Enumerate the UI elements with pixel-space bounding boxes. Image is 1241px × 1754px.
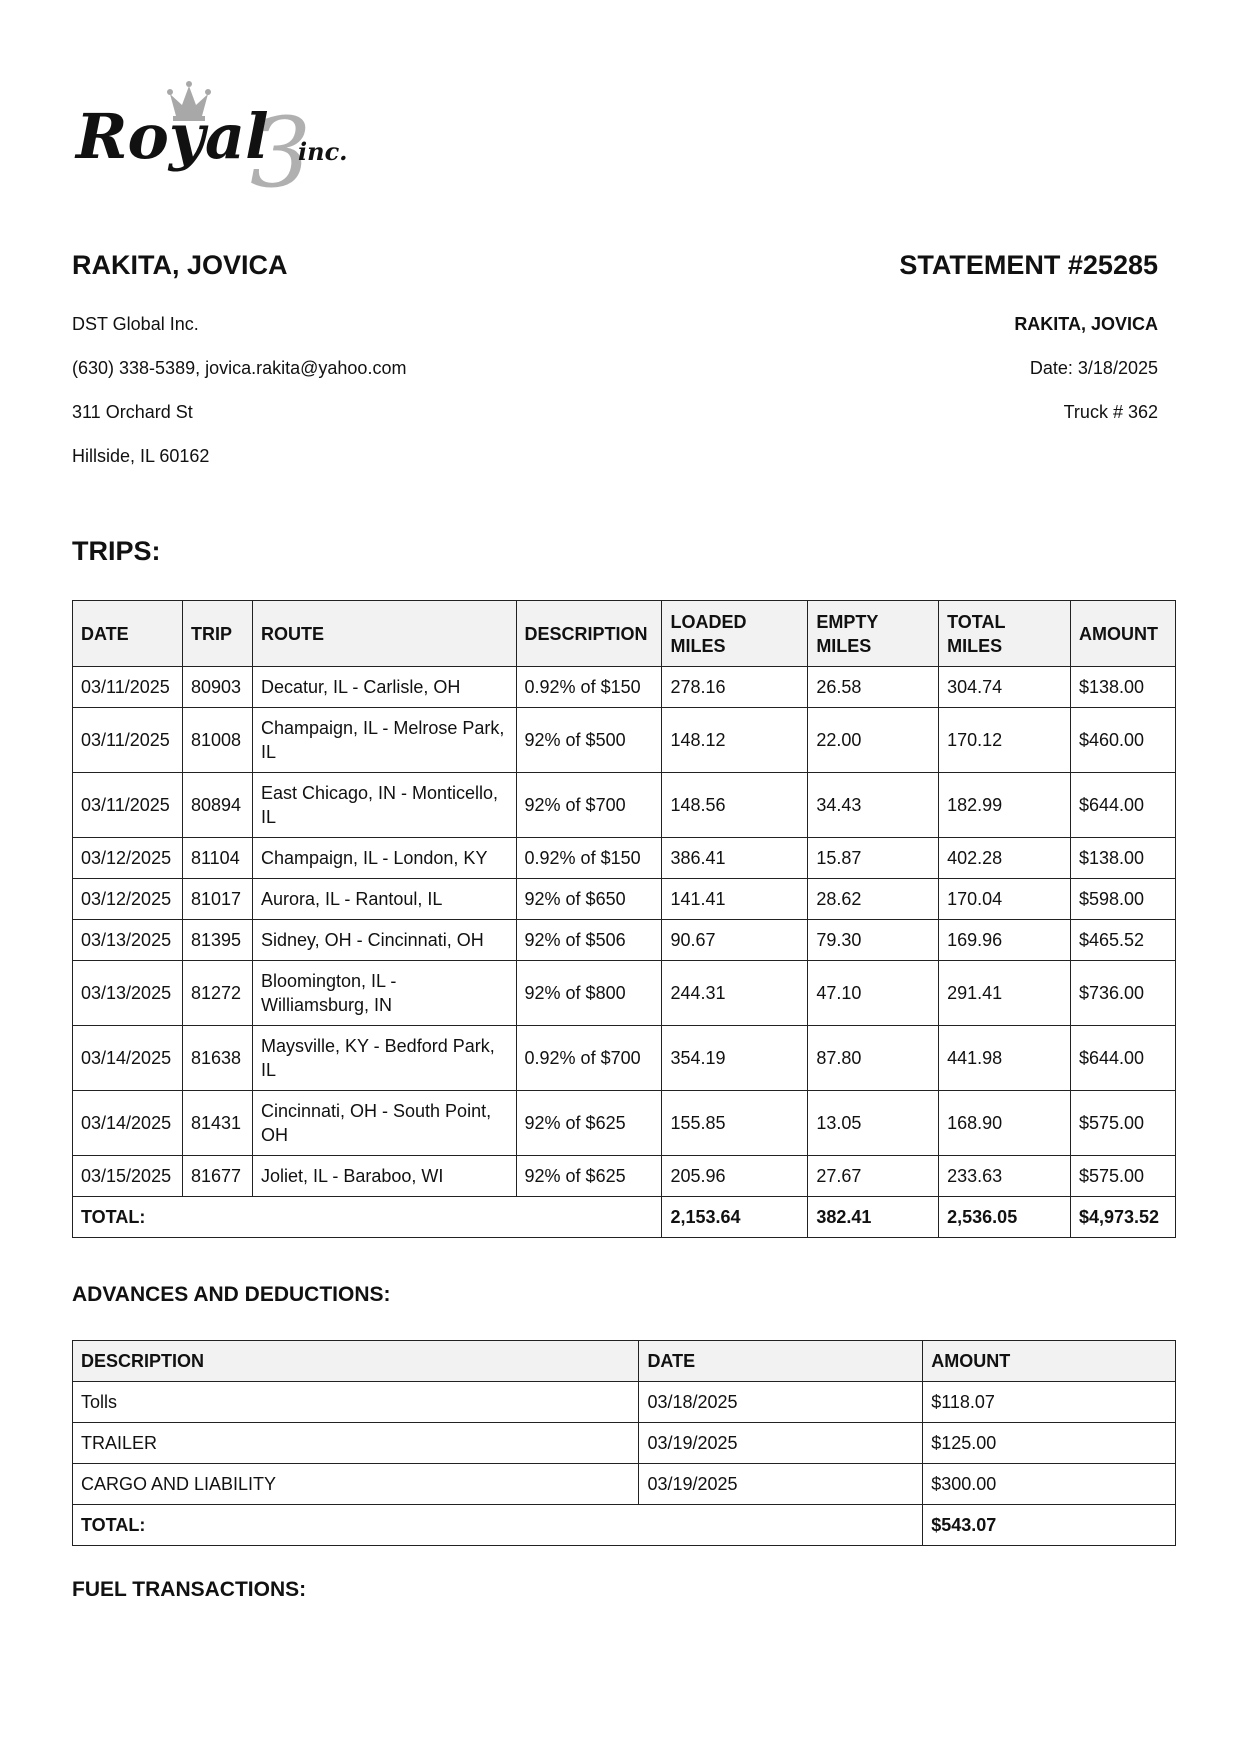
trip-total-miles-cell: 441.98 <box>939 1026 1071 1091</box>
advances-header-date: DATE <box>639 1341 923 1382</box>
trip-trip-cell: 81104 <box>182 838 252 879</box>
trip-empty-miles-cell: 87.80 <box>808 1026 939 1091</box>
trip-trip-cell: 80903 <box>182 667 252 708</box>
trip-loaded-miles-cell: 278.16 <box>662 667 808 708</box>
trip-date-cell: 03/12/2025 <box>73 879 183 920</box>
trip-trip-cell: 81638 <box>182 1026 252 1091</box>
table-row <box>73 1464 1176 1505</box>
driver-info <box>72 312 406 488</box>
trip-loaded-miles-cell: 354.19 <box>662 1026 808 1091</box>
trip-amount-cell: $736.00 <box>1070 961 1175 1026</box>
trip-empty-miles-cell: 15.87 <box>808 838 939 879</box>
driver-name: RAKITA, JOVICA <box>72 250 288 280</box>
trip-date-cell: 03/14/2025 <box>73 1091 183 1156</box>
trip-description-cell: 0.92% of $150 <box>516 838 662 879</box>
table-row <box>73 1156 1176 1197</box>
trip-description-cell: 0.92% of $700 <box>516 1026 662 1091</box>
table-row <box>73 1091 1176 1156</box>
advance-date-cell: 03/18/2025 <box>639 1382 923 1423</box>
trips-header-description: DESCRIPTION <box>516 601 662 667</box>
trips-total-empty-miles: 382.41 <box>808 1197 939 1238</box>
trip-total-miles-cell: 182.99 <box>939 773 1071 838</box>
trip-total-miles-cell: 233.63 <box>939 1156 1071 1197</box>
table-row <box>73 1423 1176 1464</box>
trip-description-cell: 92% of $625 <box>516 1091 662 1156</box>
trip-loaded-miles-cell: 148.56 <box>662 773 808 838</box>
trips-header-total-miles: TOTAL MILES <box>939 601 1071 667</box>
table-row <box>73 667 1176 708</box>
trip-trip-cell: 81272 <box>182 961 252 1026</box>
advances-total-label: TOTAL: <box>73 1505 923 1546</box>
trip-route-cell: East Chicago, IN - Monticello, IL <box>252 773 516 838</box>
trip-empty-miles-cell: 34.43 <box>808 773 939 838</box>
trip-total-miles-cell: 170.04 <box>939 879 1071 920</box>
trip-route-cell: Bloomington, IL - Williamsburg, IN <box>252 961 516 1026</box>
table-row <box>73 1382 1176 1423</box>
trip-total-miles-cell: 291.41 <box>939 961 1071 1026</box>
trip-loaded-miles-cell: 386.41 <box>662 838 808 879</box>
trip-date-cell: 03/11/2025 <box>73 667 183 708</box>
trip-loaded-miles-cell: 148.12 <box>662 708 808 773</box>
advances-table <box>72 1340 1176 1546</box>
trip-loaded-miles-cell: 90.67 <box>662 920 808 961</box>
table-row <box>73 961 1176 1026</box>
advance-amount-cell: $300.00 <box>923 1464 1176 1505</box>
logo-brand: Royal <box>76 100 269 173</box>
trip-empty-miles-cell: 26.58 <box>808 667 939 708</box>
trip-date-cell: 03/13/2025 <box>73 920 183 961</box>
table-row <box>73 1026 1176 1091</box>
advances-header-row <box>73 1341 1176 1382</box>
driver-contact: (630) 338-5389, jovica.rakita@yahoo.com <box>72 358 407 378</box>
advances-total-amount: $543.07 <box>923 1505 1176 1546</box>
trip-date-cell: 03/15/2025 <box>73 1156 183 1197</box>
table-row <box>73 879 1176 920</box>
trip-description-cell: 92% of $800 <box>516 961 662 1026</box>
statement-truck: Truck # 362 <box>1063 402 1158 422</box>
trip-route-cell: Champaign, IL - Melrose Park, IL <box>252 708 516 773</box>
trip-total-miles-cell: 169.96 <box>939 920 1071 961</box>
trip-empty-miles-cell: 79.30 <box>808 920 939 961</box>
trip-trip-cell: 81017 <box>182 879 252 920</box>
trips-table <box>72 600 1176 1238</box>
trip-description-cell: 92% of $700 <box>516 773 662 838</box>
trip-description-cell: 92% of $650 <box>516 879 662 920</box>
trip-trip-cell: 80894 <box>182 773 252 838</box>
table-row <box>73 708 1176 773</box>
trip-trip-cell: 81395 <box>182 920 252 961</box>
trip-description-cell: 0.92% of $150 <box>516 667 662 708</box>
trip-amount-cell: $598.00 <box>1070 879 1175 920</box>
table-row <box>73 920 1176 961</box>
driver-company: DST Global Inc. <box>72 314 199 334</box>
trip-loaded-miles-cell: 155.85 <box>662 1091 808 1156</box>
advances-header-description: DESCRIPTION <box>73 1341 639 1382</box>
trip-trip-cell: 81431 <box>182 1091 252 1156</box>
trip-date-cell: 03/14/2025 <box>73 1026 183 1091</box>
advance-amount-cell: $118.07 <box>923 1382 1176 1423</box>
advance-amount-cell: $125.00 <box>923 1423 1176 1464</box>
trips-total-label: TOTAL: <box>73 1197 662 1238</box>
trip-empty-miles-cell: 47.10 <box>808 961 939 1026</box>
trip-loaded-miles-cell: 141.41 <box>662 879 808 920</box>
trip-loaded-miles-cell: 205.96 <box>662 1156 808 1197</box>
advance-date-cell: 03/19/2025 <box>639 1464 923 1505</box>
trip-amount-cell: $575.00 <box>1070 1156 1175 1197</box>
trip-date-cell: 03/13/2025 <box>73 961 183 1026</box>
advances-header-amount: AMOUNT <box>923 1341 1176 1382</box>
trips-total-loaded-miles: 2,153.64 <box>662 1197 808 1238</box>
trips-header-amount: AMOUNT <box>1070 601 1175 667</box>
trip-trip-cell: 81677 <box>182 1156 252 1197</box>
trip-description-cell: 92% of $506 <box>516 920 662 961</box>
fuel-transactions-title: FUEL TRANSACTIONS: <box>72 1578 307 1601</box>
trip-trip-cell: 81008 <box>182 708 252 773</box>
trip-empty-miles-cell: 22.00 <box>808 708 939 773</box>
trip-date-cell: 03/11/2025 <box>73 708 183 773</box>
statement-date: Date: 3/18/2025 <box>1029 358 1158 378</box>
advance-date-cell: 03/19/2025 <box>639 1423 923 1464</box>
trip-route-cell: Champaign, IL - London, KY <box>252 838 516 879</box>
trips-header-date: DATE <box>73 601 183 667</box>
trip-amount-cell: $460.00 <box>1070 708 1175 773</box>
table-row <box>73 773 1176 838</box>
logo-suffix: inc. <box>298 137 348 166</box>
logo-numeral: 3 <box>250 97 312 190</box>
trip-empty-miles-cell: 13.05 <box>808 1091 939 1156</box>
statement-title: STATEMENT #25285 <box>899 250 1158 280</box>
trips-total-row <box>73 1197 1176 1238</box>
advance-description-cell: Tolls <box>73 1382 639 1423</box>
trips-title: TRIPS: <box>72 536 161 566</box>
trip-amount-cell: $644.00 <box>1070 1026 1175 1091</box>
trips-total-total-miles: 2,536.05 <box>939 1197 1071 1238</box>
trip-amount-cell: $138.00 <box>1070 838 1175 879</box>
advance-description-cell: CARGO AND LIABILITY <box>73 1464 639 1505</box>
trip-description-cell: 92% of $500 <box>516 708 662 773</box>
advances-total-row <box>73 1505 1176 1546</box>
trip-route-cell: Decatur, IL - Carlisle, OH <box>252 667 516 708</box>
trip-amount-cell: $644.00 <box>1070 773 1175 838</box>
statement-name: RAKITA, JOVICA <box>1014 314 1158 334</box>
company-logo <box>72 78 382 190</box>
trip-description-cell: 92% of $625 <box>516 1156 662 1197</box>
trip-route-cell: Aurora, IL - Rantoul, IL <box>252 879 516 920</box>
trip-route-cell: Joliet, IL - Baraboo, WI <box>252 1156 516 1197</box>
trip-total-miles-cell: 170.12 <box>939 708 1071 773</box>
trip-route-cell: Cincinnati, OH - South Point, OH <box>252 1091 516 1156</box>
trip-date-cell: 03/11/2025 <box>73 773 183 838</box>
trip-amount-cell: $575.00 <box>1070 1091 1175 1156</box>
trips-header-loaded-miles: LOADED MILES <box>662 601 808 667</box>
trip-route-cell: Sidney, OH - Cincinnati, OH <box>252 920 516 961</box>
trips-header-route: ROUTE <box>252 601 516 667</box>
driver-street: 311 Orchard St <box>72 402 193 422</box>
driver-city: Hillside, IL 60162 <box>72 446 210 466</box>
trips-header-empty-miles: EMPTY MILES <box>808 601 939 667</box>
trip-amount-cell: $465.52 <box>1070 920 1175 961</box>
table-row <box>73 838 1176 879</box>
advance-description-cell: TRAILER <box>73 1423 639 1464</box>
trip-total-miles-cell: 402.28 <box>939 838 1071 879</box>
trip-route-cell: Maysville, KY - Bedford Park, IL <box>252 1026 516 1091</box>
trip-total-miles-cell: 304.74 <box>939 667 1071 708</box>
trip-loaded-miles-cell: 244.31 <box>662 961 808 1026</box>
trips-header-trip: TRIP <box>182 601 252 667</box>
trip-date-cell: 03/12/2025 <box>73 838 183 879</box>
trip-amount-cell: $138.00 <box>1070 667 1175 708</box>
statement-info <box>1014 312 1158 444</box>
trip-empty-miles-cell: 28.62 <box>808 879 939 920</box>
trips-total-amount: $4,973.52 <box>1070 1197 1175 1238</box>
trip-total-miles-cell: 168.90 <box>939 1091 1071 1156</box>
trips-header-row <box>73 601 1176 667</box>
trip-empty-miles-cell: 27.67 <box>808 1156 939 1197</box>
advances-title: ADVANCES AND DEDUCTIONS: <box>72 1283 391 1306</box>
